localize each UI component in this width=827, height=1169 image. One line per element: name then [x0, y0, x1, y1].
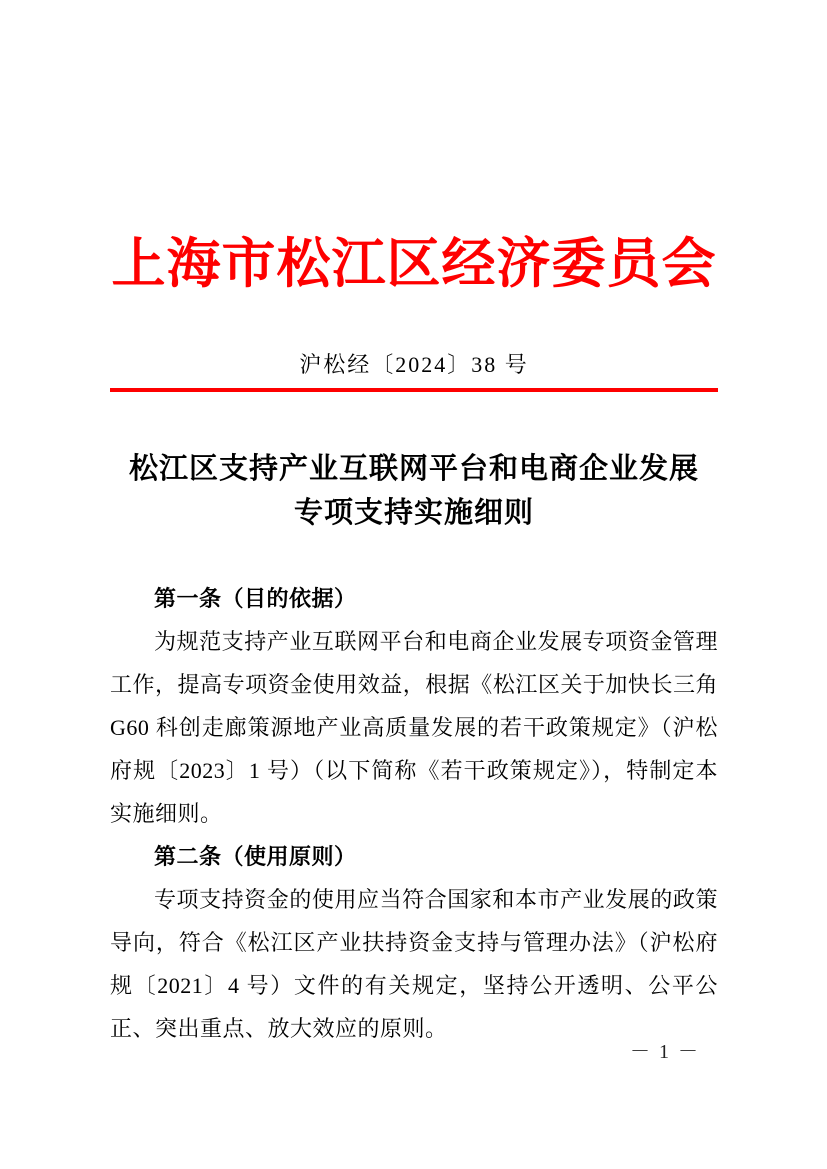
document-section — [110, 577, 718, 835]
page-number: － 1 － — [630, 1041, 700, 1063]
issuing-authority-title: 上海市松江区经济委员会 — [111, 234, 717, 294]
red-header-rule — [110, 388, 718, 392]
section-paragraph: 为规范支持产业互联网平台和电商企业发展专项资金管理工作，提高专项资金使用效益，根据《松江区关于加快长三角 G60 科创走廊策源地产业高质量发展的若干政策规定》（沪松府规〔2023〕1 号）（以下简称《若干政策规定》），特制定本实施细则。 — [110, 629, 718, 826]
document-title-line1: 松江区支持产业互联网平台和电商企业发展 — [128, 453, 699, 485]
section-paragraph: 专项支持资金的使用应当符合国家和本市产业发展的政策导向，符合《松江区产业扶持资金支持与管理办法》（沪松府规〔2021〕4 号）文件的有关规定，坚持公开透明、公平公正、突出重点、放大效应的原则。 — [110, 887, 718, 1041]
document-number: 沪松经〔2024〕38 号 — [299, 352, 529, 377]
document-title-line2: 专项支持实施细则 — [293, 497, 534, 529]
document-section — [110, 835, 718, 1050]
document-title — [110, 447, 718, 535]
section-heading: 第二条（使用原则） — [154, 844, 357, 869]
document-body — [110, 577, 718, 1050]
section-heading: 第一条（目的依据） — [154, 586, 357, 611]
